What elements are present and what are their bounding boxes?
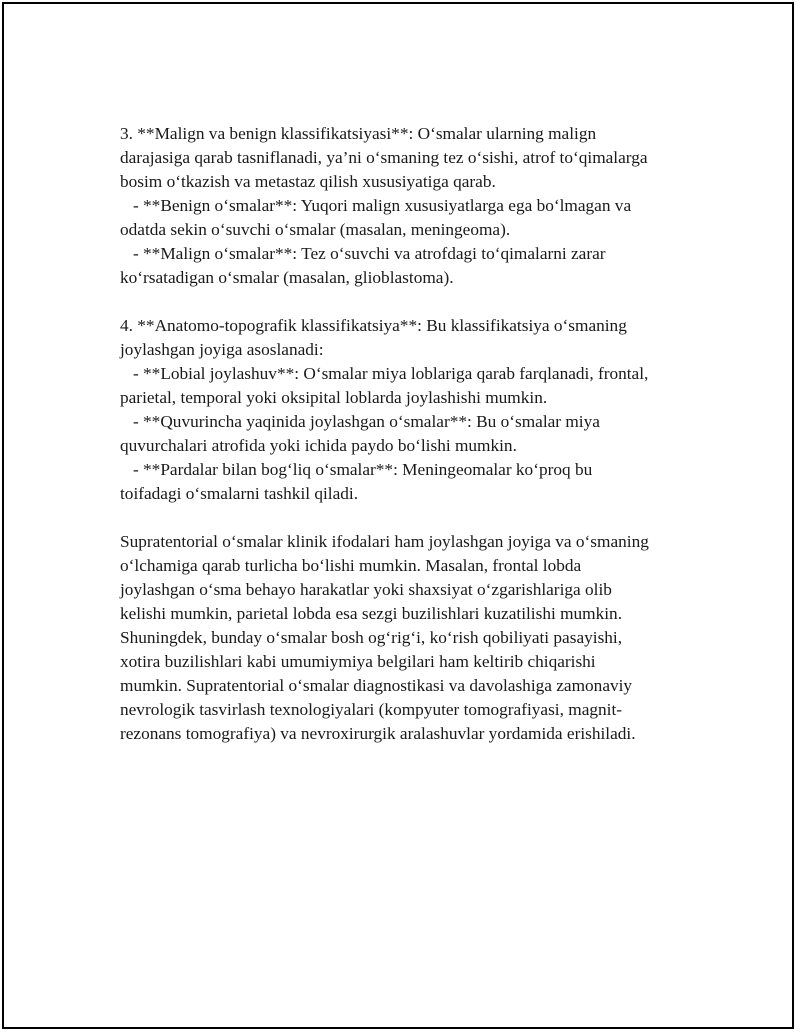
text-line: 3. **Malign va benign klassifikatsiyasi**: O‘smalar ularning malign — [120, 124, 597, 143]
list-item-ventricular: - **Quvurincha yaqinida joylashgan o‘smalar**: Bu o‘smalar miya — [120, 412, 600, 431]
text-line: ko‘rsatadigan o‘smalar (masalan, glioblastoma). — [120, 268, 454, 287]
text-line: mumkin. Supratentorial o‘smalar diagnostikasi va davolashiga zamonaviy — [120, 676, 633, 695]
text-line: o‘lchamiga qarab turlicha bo‘lishi mumkin. Masalan, frontal lobda — [120, 556, 582, 575]
document-page — [2, 2, 794, 1029]
text-line: kelishi mumkin, parietal lobda esa sezgi buzilishlari kuzatilishi mumkin. — [120, 604, 623, 623]
list-item-malign: - **Malign o‘smalar**: Tez o‘suvchi va atrofdagi to‘qimalarni zarar — [120, 244, 606, 263]
list-item-benign: - **Benign o‘smalar**: Yuqori malign xususiyatlarga ega bo‘lmagan va — [120, 196, 632, 215]
text-line: toifadagi o‘smalarni tashkil qiladi. — [120, 484, 359, 503]
summary-paragraph — [120, 530, 700, 746]
text-line: 4. **Anatomo-topografik klassifikatsiya**: Bu klassifikatsiya o‘smaning — [120, 316, 627, 335]
text-line: joylashgan joyiga asoslanadi: — [120, 340, 324, 359]
document-body — [120, 122, 700, 770]
text-line: odatda sekin o‘suvchi o‘smalar (masalan, meningeoma). — [120, 220, 511, 239]
text-line: Supratentorial o‘smalar klinik ifodalari ham joylashgan joyiga va o‘smaning — [120, 532, 649, 551]
text-line: nevrologik tasvirlash texnologiyalari (kompyuter tomografiyasi, magnit- — [120, 700, 623, 719]
list-item-meningeal: - **Pardalar bilan bog‘liq o‘smalar**: Meningeomalar ko‘proq bu — [120, 460, 593, 479]
section-anatomo-topographic-classification — [120, 314, 700, 506]
section-malign-benign-classification — [120, 122, 700, 290]
text-line: bosim o‘tkazish va metastaz qilish xususiyatiga qarab. — [120, 172, 496, 191]
text-line: darajasiga qarab tasniflanadi, ya’ni o‘smaning tez o‘sishi, atrof to‘qimalarga — [120, 148, 648, 167]
text-line: quvurchalari atrofida yoki ichida paydo bo‘lishi mumkin. — [120, 436, 517, 455]
list-item-lobial: - **Lobial joylashuv**: O‘smalar miya loblariga qarab farqlanadi, frontal, — [120, 364, 649, 383]
text-line: xotira buzilishlari kabi umumiymiya belgilari ham keltirib chiqarishi — [120, 652, 596, 671]
text-line: Shuningdek, bunday o‘smalar bosh og‘rig‘i, ko‘rish qobiliyati pasayishi, — [120, 628, 623, 647]
text-line: joylashgan o‘sma behayo harakatlar yoki shaxsiyat o‘zgarishlariga olib — [120, 580, 612, 599]
text-line: rezonans tomografiya) va nevroxirurgik aralashuvlar yordamida erishiladi. — [120, 724, 636, 743]
text-line: parietal, temporal yoki oksipital loblarda joylashishi mumkin. — [120, 388, 548, 407]
